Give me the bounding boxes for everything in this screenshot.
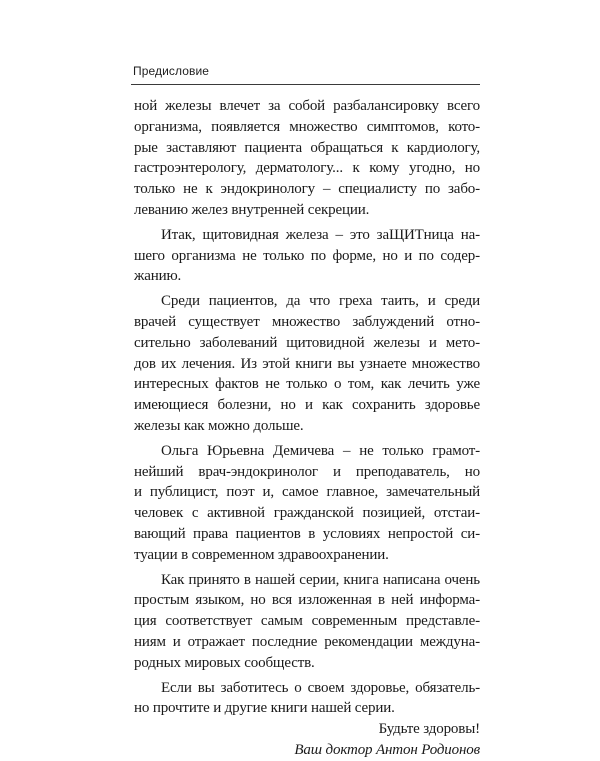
text-line: железы как можно дольше.	[134, 417, 304, 434]
body-text	[134, 96, 480, 761]
text-line: имеющиеся болезни, но и как сохранить здоровье	[134, 397, 480, 414]
paragraph-2	[134, 225, 480, 287]
text-line: врачей существует множество заблуждений отно-	[134, 313, 480, 330]
text-line: и публицист, поэт и, самое главное, замечательный	[134, 484, 480, 501]
text-line: Как принято в нашей серии, книга написана очень	[161, 571, 480, 588]
text-line: туации в современном здравоохранении.	[134, 546, 389, 563]
text-line: леванию желез внутренней секреции.	[134, 201, 370, 218]
text-line: ция соответствует самым современным представле-	[134, 613, 480, 630]
paragraph-3	[134, 291, 480, 437]
text-line: сительно заболеваний щитовидной железы и мето-	[134, 334, 480, 351]
text-line: нейший врач-эндокринолог и преподаватель, но	[134, 463, 480, 480]
text-line: рые заставляют пациента обращаться к кардиологу,	[134, 139, 480, 156]
text-line: Среди пациентов, да что греха таить, и среди	[161, 293, 480, 310]
closing-greeting: Будьте здоровы!	[378, 721, 480, 738]
text-line: Если вы заботитесь о своем здоровье, обязатель-	[161, 679, 480, 696]
text-line: родных мировых сообществ.	[134, 654, 315, 671]
text-line: ниям и отражает последние рекомендации междуна-	[134, 633, 480, 650]
text-line: жанию.	[134, 268, 182, 285]
author-signature: Ваш доктор Антон Родионов	[294, 741, 480, 758]
paragraph-6	[134, 678, 480, 720]
text-line: но прочтите и другие книги нашей серии.	[134, 700, 395, 717]
closing	[134, 719, 480, 761]
text-line: ной железы влечет за собой разбалансировку всего	[134, 98, 480, 114]
text-line: гастроэнтерологу, дерматологу... к кому угодно, но	[134, 160, 480, 177]
text-line: человек с активной гражданской позицией, отстаи-	[134, 505, 480, 522]
paragraph-4	[134, 441, 480, 566]
header-rule	[131, 84, 480, 85]
text-line: организма, появляется множество симптомов, кото-	[134, 118, 480, 135]
text-line: только не к эндокринологу – специалисту по забо-	[134, 181, 480, 198]
text-line: простым языком, но вся изложенная в ней информа-	[134, 592, 480, 609]
paragraph-1	[134, 96, 480, 221]
text-line: шего организма не только по форме, но и по содер-	[134, 247, 480, 264]
text-line: дов их лечения. Из этой книги вы узнаете множество	[134, 355, 480, 372]
text-line: Итак, щитовидная железа – это заЩИТница на-	[161, 226, 480, 243]
running-head-title: Предисловие	[133, 64, 210, 78]
paragraph-5	[134, 570, 480, 674]
text-line: интересных фактов не только о том, как лечить уже	[134, 376, 480, 393]
text-line: вающий права пациентов в условиях непростой си-	[134, 525, 480, 542]
text-line: Ольга Юрьевна Демичева – не только грамот-	[161, 442, 480, 459]
